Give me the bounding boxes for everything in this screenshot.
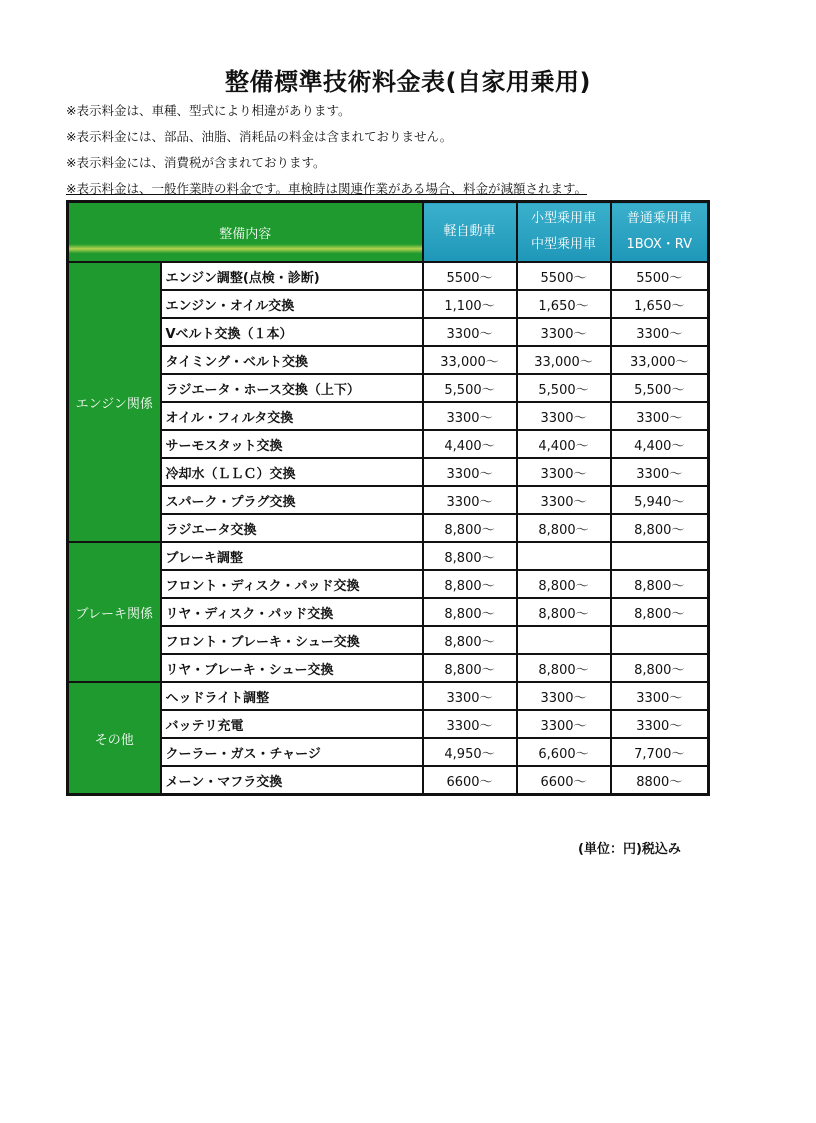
table-header-row <box>68 202 709 263</box>
price-cell: 3300〜 <box>423 710 517 738</box>
service-item: バッテリ充電 <box>161 710 423 738</box>
price-cell: 8,800〜 <box>423 598 517 626</box>
table-row <box>68 458 709 486</box>
price-cell: 3300〜 <box>423 318 517 346</box>
price-cell: 33,000〜 <box>611 346 709 374</box>
table-body <box>68 262 709 795</box>
service-item: Vベルト交換（１本） <box>161 318 423 346</box>
table-row <box>68 430 709 458</box>
unit-footnote: (単位：円)税込み <box>578 842 681 857</box>
table-row <box>68 654 709 682</box>
price-cell: 3300〜 <box>423 682 517 710</box>
price-cell: 8,800〜 <box>423 654 517 682</box>
price-cell: 3300〜 <box>611 458 709 486</box>
price-cell: 3300〜 <box>611 710 709 738</box>
price-cell: 1,650〜 <box>611 290 709 318</box>
price-table <box>66 200 710 796</box>
price-cell: 8800〜 <box>611 766 709 795</box>
service-item: エンジン調整(点検・診断) <box>161 262 423 290</box>
price-cell: 3300〜 <box>517 486 611 514</box>
vehicle-label: 小型乗用車 <box>531 211 597 226</box>
note-3: ※表示料金には、消費税が含まれております。 <box>66 155 326 170</box>
price-cell: 3300〜 <box>423 402 517 430</box>
vehicle-label: 普通乗用車 <box>626 211 692 226</box>
price-cell: 6600〜 <box>517 766 611 795</box>
service-item: リヤ・ブレーキ・シュー交換 <box>161 654 423 682</box>
price-cell: 8,800〜 <box>517 598 611 626</box>
table-row <box>68 318 709 346</box>
table-row <box>68 542 709 570</box>
service-item: ラジエータ交換 <box>161 514 423 542</box>
price-cell: 3300〜 <box>517 318 611 346</box>
vehicle-label-sub: 1BOX・RV <box>626 237 692 252</box>
price-cell: 3300〜 <box>423 486 517 514</box>
service-item: オイル・フィルタ交換 <box>161 402 423 430</box>
service-item: メーン・マフラ交換 <box>161 766 423 795</box>
price-cell: 5500〜 <box>517 262 611 290</box>
vehicle-label-sub: 中型乗用車 <box>531 237 597 252</box>
header-vehicle-small <box>517 202 611 263</box>
price-cell: 4,950〜 <box>423 738 517 766</box>
price-cell: 5500〜 <box>611 262 709 290</box>
price-cell: 1,100〜 <box>423 290 517 318</box>
category-label: その他 <box>68 682 161 795</box>
vehicle-label: 軽自動車 <box>443 224 496 239</box>
price-cell: 8,800〜 <box>423 542 517 570</box>
price-cell: 6,600〜 <box>517 738 611 766</box>
price-cell: 5,500〜 <box>517 374 611 402</box>
page-title: 整備標準技術料金表(自家用乗用) <box>225 68 591 96</box>
price-cell: 6600〜 <box>423 766 517 795</box>
price-cell <box>517 542 611 570</box>
service-item: ヘッドライト調整 <box>161 682 423 710</box>
service-item: リヤ・ディスク・パッド交換 <box>161 598 423 626</box>
table-row <box>68 402 709 430</box>
price-cell: 8,800〜 <box>611 654 709 682</box>
price-cell: 5,500〜 <box>611 374 709 402</box>
price-cell: 8,800〜 <box>423 514 517 542</box>
service-item: スパーク・プラグ交換 <box>161 486 423 514</box>
service-item: サーモスタット交換 <box>161 430 423 458</box>
price-cell <box>517 626 611 654</box>
price-cell <box>611 542 709 570</box>
table-row <box>68 738 709 766</box>
price-cell: 5,500〜 <box>423 374 517 402</box>
table-row <box>68 682 709 710</box>
price-cell: 3300〜 <box>517 458 611 486</box>
service-item: フロント・ブレーキ・シュー交換 <box>161 626 423 654</box>
price-cell: 3300〜 <box>517 682 611 710</box>
price-cell: 8,800〜 <box>611 570 709 598</box>
price-cell: 33,000〜 <box>517 346 611 374</box>
price-cell: 8,800〜 <box>423 626 517 654</box>
category-label: ブレーキ関係 <box>68 542 161 682</box>
table-row <box>68 710 709 738</box>
note-1: ※表示料金は、車種、型式により相違があります。 <box>66 103 351 118</box>
price-cell <box>611 626 709 654</box>
category-label: エンジン関係 <box>68 262 161 542</box>
price-cell: 8,800〜 <box>517 570 611 598</box>
header-content: 整備内容 <box>68 202 423 263</box>
service-item: ラジエータ・ホース交換（上下） <box>161 374 423 402</box>
price-cell: 3300〜 <box>517 710 611 738</box>
table-row <box>68 626 709 654</box>
price-cell: 3300〜 <box>611 318 709 346</box>
table-row <box>68 290 709 318</box>
header-vehicle-kei <box>423 202 517 263</box>
note-2: ※表示料金には、部品、油脂、消耗品の料金は含まれておりません。 <box>66 129 453 144</box>
price-cell: 3300〜 <box>423 458 517 486</box>
price-cell: 4,400〜 <box>611 430 709 458</box>
header-vehicle-regular <box>611 202 709 263</box>
price-cell: 1,650〜 <box>517 290 611 318</box>
price-cell: 8,800〜 <box>517 514 611 542</box>
table-row <box>68 374 709 402</box>
price-cell: 8,800〜 <box>611 514 709 542</box>
note-4: ※表示料金は、一般作業時の料金です。車検時は関連作業がある場合、料金が減額されます。 <box>66 181 587 196</box>
price-cell: 5500〜 <box>423 262 517 290</box>
service-item: クーラー・ガス・チャージ <box>161 738 423 766</box>
price-cell: 3300〜 <box>611 402 709 430</box>
price-cell: 33,000〜 <box>423 346 517 374</box>
price-cell: 5,940〜 <box>611 486 709 514</box>
table-row <box>68 598 709 626</box>
price-cell: 8,800〜 <box>423 570 517 598</box>
price-cell: 7,700〜 <box>611 738 709 766</box>
service-item: フロント・ディスク・パッド交換 <box>161 570 423 598</box>
table-row <box>68 766 709 795</box>
service-item: エンジン・オイル交換 <box>161 290 423 318</box>
price-cell: 8,800〜 <box>517 654 611 682</box>
price-cell: 8,800〜 <box>611 598 709 626</box>
price-cell: 3300〜 <box>517 402 611 430</box>
table-row <box>68 346 709 374</box>
price-cell: 4,400〜 <box>423 430 517 458</box>
table-row <box>68 514 709 542</box>
service-item: 冷却水（ＬＬＣ）交換 <box>161 458 423 486</box>
table-row <box>68 486 709 514</box>
service-item: タイミング・ベルト交換 <box>161 346 423 374</box>
service-item: ブレーキ調整 <box>161 542 423 570</box>
price-cell: 4,400〜 <box>517 430 611 458</box>
table-row <box>68 570 709 598</box>
price-cell: 3300〜 <box>611 682 709 710</box>
table-row <box>68 262 709 290</box>
